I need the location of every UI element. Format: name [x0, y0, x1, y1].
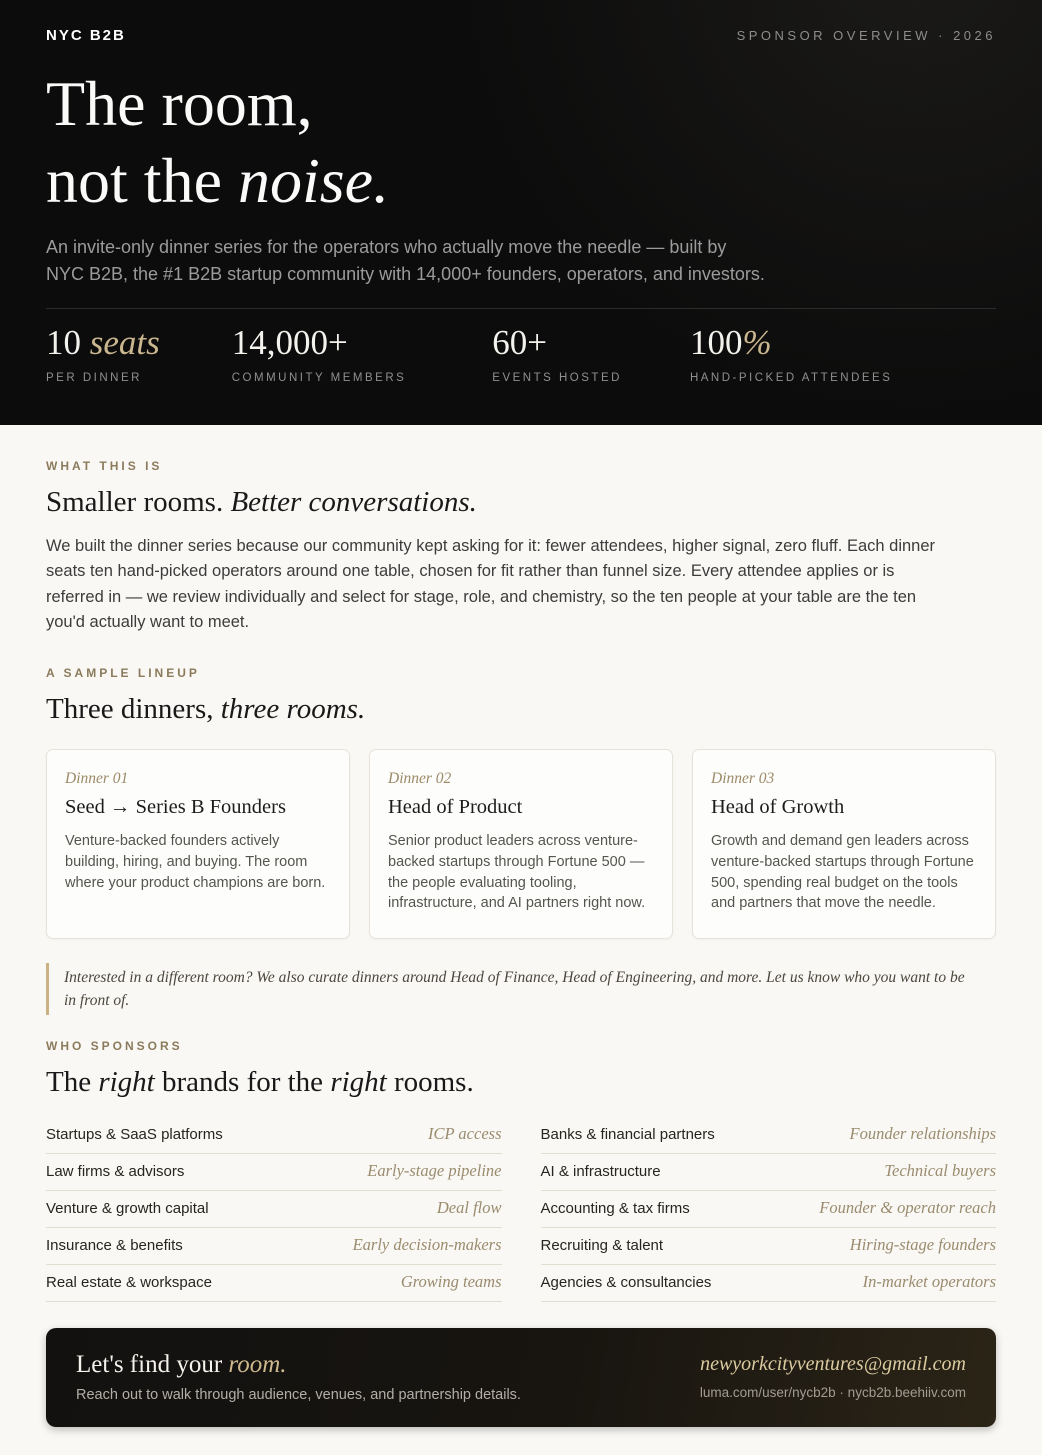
contact-cta-right — [700, 1353, 966, 1400]
hero-section — [0, 0, 1042, 425]
sponsor-type: Law firms & advisors — [46, 1163, 185, 1181]
what-this-is-label: WHAT THIS IS — [46, 459, 163, 473]
hero-headline — [46, 66, 996, 220]
main-content — [0, 425, 1042, 1455]
contact-links[interactable]: luma.com/user/nycb2b · nycb2b.beehiiv.com — [699, 1385, 966, 1401]
sample-lineup-heading: Three dinners, three rooms. — [46, 693, 366, 726]
sponsor-benefit: Founder relationships — [849, 1124, 996, 1144]
stat-label: EVENTS HOSTED — [492, 371, 622, 384]
hero-divider — [46, 308, 996, 309]
stat-value: 14,000+ — [231, 323, 348, 363]
dinner-number: Dinner 02 — [388, 769, 452, 787]
dinner-cards — [46, 749, 996, 939]
stats-row — [46, 324, 996, 384]
sponsor-benefit: Early-stage pipeline — [367, 1161, 502, 1181]
sponsor-overview-tag: SPONSOR OVERVIEW · 2026 — [736, 28, 996, 43]
sponsor-row — [46, 1124, 502, 1154]
sponsor-row — [46, 1228, 502, 1265]
stat-label: HAND-PICKED ATTENDEES — [689, 371, 893, 384]
header-bar — [46, 27, 996, 44]
dinner-number: Dinner 03 — [711, 769, 775, 787]
contact-cta-subtitle: Reach out to walk through audience, venues, and partnership details. — [76, 1387, 521, 1404]
what-this-is-heading: Smaller rooms. Better conversations. — [46, 486, 477, 518]
what-this-is-body: We built the dinner series because our community kept asking for it: fewer attendees, higher signal, zero fluff. Each dinner seats ten hand-picked operators around one table, chosen for fit rather than funnel size. Every attendee applies or is referred in — we review individually and select for stage, role, and chemistry, so the ten people at your table are the ten you'd actually want to meet. — [46, 536, 936, 632]
contact-cta-left — [76, 1350, 521, 1403]
sponsor-type: Real estate & workspace — [46, 1274, 212, 1292]
dinner-description: Senior product leaders across venture-backed startups through Fortune 500 — the people evaluating tooling, infrastructure, and AI partners right now. — [388, 833, 646, 912]
sponsor-benefit: Early decision-makers — [352, 1235, 502, 1255]
sponsor-benefit: ICP access — [428, 1124, 502, 1144]
stat-value: 100% — [689, 323, 772, 363]
sponsor-benefit: Growing teams — [400, 1272, 502, 1292]
contact-email-link[interactable]: newyorkcityventures@gmail.com — [700, 1353, 966, 1376]
dinner-title: Head of Product — [388, 795, 523, 818]
sponsor-row — [541, 1228, 997, 1265]
sponsor-benefit: Founder & operator reach — [819, 1198, 996, 1218]
sponsor-benefit: Hiring-stage founders — [849, 1235, 996, 1255]
sponsor-type: Recruiting & talent — [540, 1237, 664, 1255]
sponsor-type: AI & infrastructure — [540, 1163, 661, 1181]
sponsor-column-right — [541, 1124, 997, 1302]
contact-cta-title: Let's find your room. — [76, 1351, 287, 1379]
brand-logo: NYC B2B — [46, 27, 126, 44]
sponsor-type: Insurance & benefits — [46, 1237, 183, 1255]
hero-headline-italic: noise. — [237, 144, 390, 216]
sponsor-type: Agencies & consultancies — [540, 1274, 712, 1292]
stat-label: COMMUNITY MEMBERS — [231, 371, 407, 384]
sponsor-type: Banks & financial partners — [540, 1126, 715, 1144]
dinner-title: Seed → Series B Founders — [65, 795, 286, 818]
sponsor-column-left — [46, 1124, 502, 1302]
sponsor-row — [46, 1191, 502, 1228]
dinner-title: Head of Growth — [711, 795, 845, 818]
sample-lineup-label: A SAMPLE LINEUP — [46, 666, 200, 681]
hero-headline-line1: The room, — [46, 68, 313, 139]
dinner-number: Dinner 01 — [65, 769, 129, 787]
stat-community-members — [232, 324, 407, 384]
who-sponsors-label: WHO SPONSORS — [46, 1039, 183, 1054]
sponsor-type: Startups & SaaS platforms — [46, 1126, 223, 1144]
different-room-callout: Interested in a different room? We also curate dinners around Head of Finance, Head of Engineering, and more. Let us know who you want to be in front of. — [46, 963, 976, 1016]
sponsor-type: Venture & growth capital — [46, 1200, 209, 1218]
sponsor-row — [541, 1191, 997, 1228]
dinner-card-03 — [692, 749, 996, 939]
sponsor-row — [46, 1265, 502, 1302]
who-sponsors-heading: The right brands for the right rooms. — [46, 1066, 474, 1099]
stat-label: PER DINNER — [46, 371, 142, 384]
stat-events-hosted — [492, 324, 622, 384]
dinner-card-02 — [369, 749, 673, 939]
stat-seats-per-dinner — [46, 324, 160, 384]
dinner-description: Growth and demand gen leaders across venture-backed startups through Fortune 500, spending real budget on the tools and partners that move the needle. — [711, 833, 974, 912]
sponsor-table — [46, 1124, 996, 1302]
sponsor-row — [541, 1124, 997, 1154]
stat-value: 10 seats — [46, 323, 160, 363]
stat-value: 60+ — [492, 323, 548, 363]
sponsor-benefit: Deal flow — [436, 1198, 502, 1218]
sponsor-benefit: Technical buyers — [884, 1161, 996, 1181]
sponsor-row — [541, 1265, 997, 1302]
hero-headline-line2: not the — [46, 144, 238, 216]
sponsor-benefit: In-market operators — [862, 1272, 996, 1292]
dinner-card-01 — [46, 749, 350, 939]
stat-hand-picked — [690, 324, 892, 384]
contact-cta-card — [46, 1328, 996, 1427]
sponsor-type: Accounting & tax firms — [540, 1200, 690, 1218]
hero-subtitle: An invite-only dinner series for the operators who actually move the needle — built by NYC B2B, the #1 B2B startup community with 14,000+ founders, operators, and investors. — [46, 236, 765, 285]
sponsor-row — [541, 1154, 997, 1191]
sponsor-row — [46, 1154, 502, 1191]
dinner-description: Venture-backed founders actively building, hiring, and buying. The room where your product champions are born. — [65, 833, 326, 891]
